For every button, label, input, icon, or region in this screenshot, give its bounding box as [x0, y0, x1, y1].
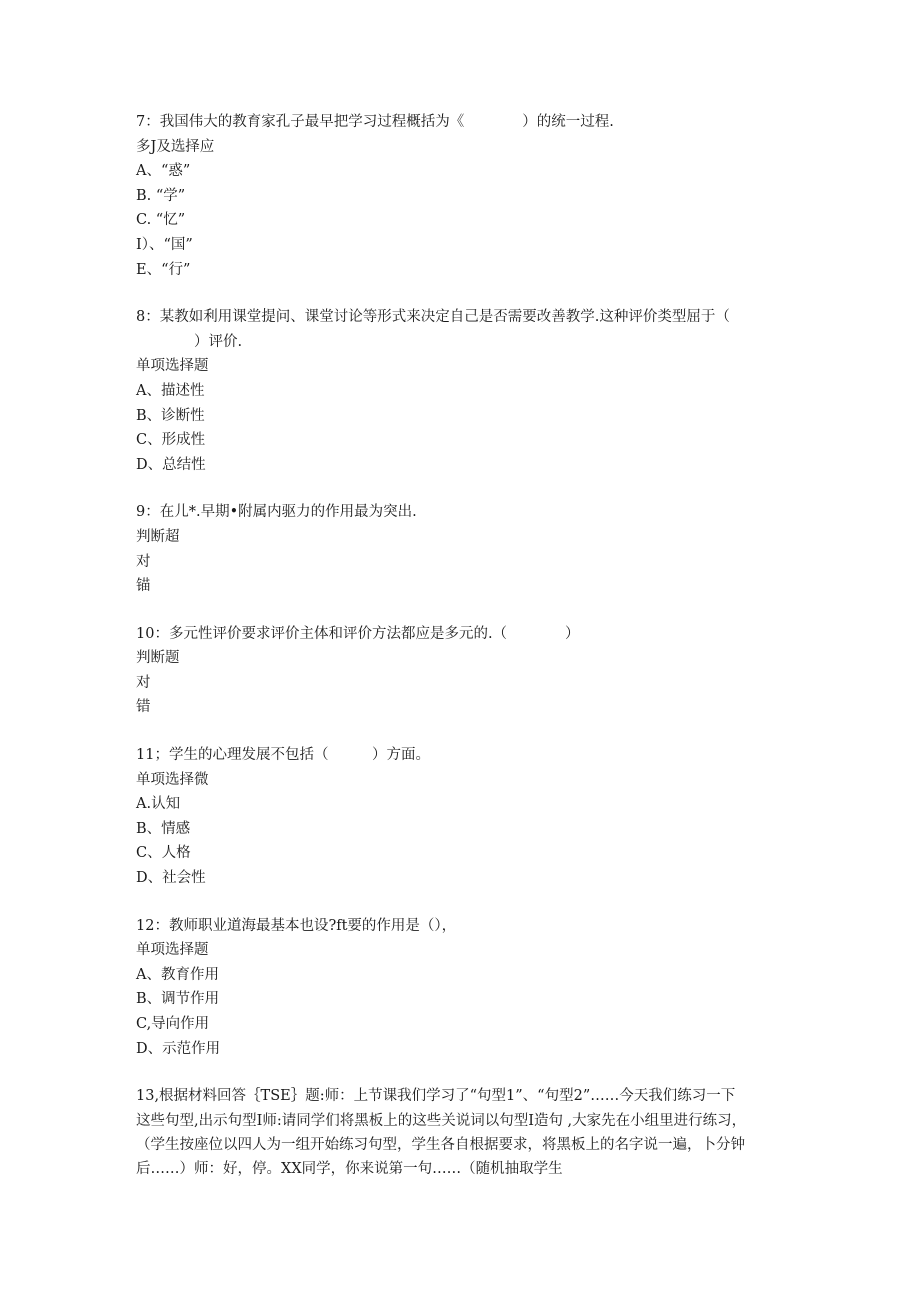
option-true: 对	[136, 674, 151, 691]
option-b: B、调节作用	[136, 991, 220, 1008]
question-stem-line: 后……）师：好，停。XX同学，你来说第一句……（随机抽取学生	[136, 1161, 563, 1178]
option-c: C、人格	[136, 845, 191, 862]
option-d: D、总结性	[136, 456, 206, 473]
option-d: D、社会性	[136, 870, 206, 887]
option-false: 锚	[136, 578, 151, 595]
option-false: 错	[136, 699, 151, 716]
question-10	[136, 622, 796, 720]
question-type: 单项选择题	[136, 358, 209, 375]
question-type: 单项选择题	[136, 942, 209, 959]
option-c: C、形成性	[136, 432, 206, 449]
option-b: B. “学”	[136, 187, 186, 204]
question-7	[136, 110, 796, 282]
question-13	[136, 1084, 796, 1182]
option-b: B、情感	[136, 820, 191, 837]
option-b: B、诊断性	[136, 407, 205, 424]
question-type: 单项选择微	[136, 771, 209, 788]
option-a: A、描述性	[136, 382, 205, 399]
option-a: A、“惑”	[136, 163, 191, 180]
option-a: A、教育作用	[136, 966, 219, 983]
question-type: 多J及选择应	[136, 138, 215, 155]
question-stem: 7：我国伟大的教育家孔子最早把学习过程概括为《 ）的统一过程.	[136, 114, 614, 130]
question-stem: 8：某教如利用课堂提问、课堂讨论等形式来决定自己是否需要改善教学.这种评价类型屈于（ ）评价.	[136, 309, 730, 350]
question-stem: 10：多元性评价要求评价主体和评价方法都应是多元的.（ ）	[136, 625, 580, 642]
question-stem-line: 13,根据材料回答｛TSE｝题:师：上节课我们学习了“句型1”、“句型2”……今天我们练习一下	[136, 1088, 736, 1105]
question-type: 判断题	[136, 650, 180, 667]
option-e: E、“行”	[136, 261, 191, 278]
question-stem-line: 这些句型,出示句型I师:请同学们将黑板上的这些关说词以句型I造句 ,大家先在小组里进行练习，	[136, 1112, 747, 1129]
option-d: I）、“国”	[136, 236, 193, 253]
exam-page	[136, 110, 796, 1205]
question-stem-line: （学生按座位以四人为一组开始练习句型，学生各自根据要求，将黑板上的名字说一遍，卜分钟	[136, 1137, 745, 1153]
option-true: 对	[136, 553, 151, 570]
option-c: C. “忆”	[136, 212, 186, 229]
option-a: A.认知	[136, 796, 181, 813]
question-8	[136, 305, 796, 477]
question-12	[136, 914, 796, 1062]
question-9	[136, 500, 796, 598]
question-stem: 9：在儿*.早期•附属内驱力的作用最为突出.	[136, 504, 417, 521]
question-stem: 11；学生的心理发展不包括（ ）方面。	[136, 747, 430, 764]
question-stem: 12：教师职业道海最基本也设?ft要的作用是（），	[136, 917, 457, 934]
option-c: C,导向作用	[136, 1016, 210, 1032]
question-type: 判断超	[136, 528, 180, 545]
option-d: D、示范作用	[136, 1040, 221, 1057]
question-11	[136, 743, 796, 891]
